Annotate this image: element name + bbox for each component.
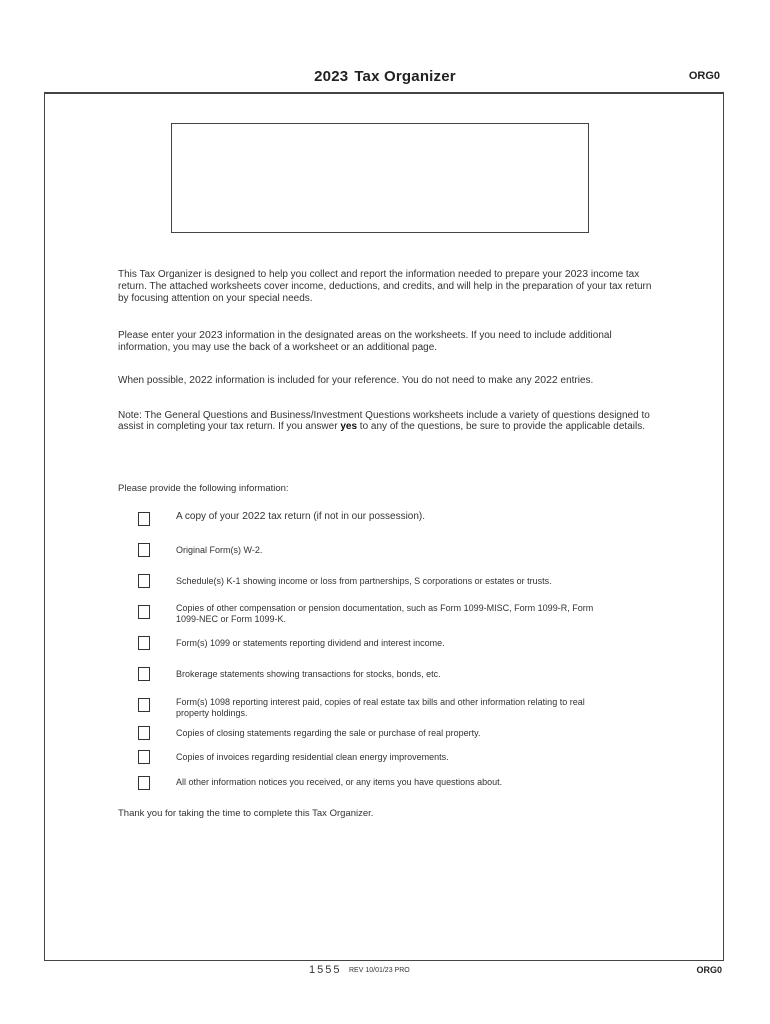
checklist-prompt: Please provide the following information: [118, 483, 289, 494]
intro-p3-year-1: 2022 [189, 374, 213, 386]
checklist-checkbox[interactable] [138, 698, 150, 712]
checklist-checkbox[interactable] [138, 750, 150, 764]
intro-paragraph-4 [118, 411, 658, 432]
checklist-checkbox[interactable] [138, 636, 150, 650]
checklist-checkbox[interactable] [138, 512, 150, 526]
intro-p3-text-c: entries. [557, 375, 594, 386]
intro-p3-text-a: When possible, [118, 375, 190, 386]
footer-page-number: 1555 [309, 964, 342, 976]
intro-p1-text-a: This Tax Organizer is designed to help you collect and report the information needed to prepare your [118, 269, 565, 280]
checklist-item: Original Form(s) W-2. [176, 545, 263, 555]
checklist-item: Schedule(s) K-1 showing income or loss from partnerships, S corporations or estates or trusts. [176, 576, 552, 586]
intro-p4-bold: yes [340, 420, 358, 432]
checklist-item: Copies of closing statements regarding the sale or purchase of real property. [176, 728, 481, 738]
footer-revision: REV 10/01/23 PRO [349, 967, 410, 974]
page-title [0, 68, 770, 85]
checklist-item: Form(s) 1099 or statements reporting dividend and interest income. [176, 638, 445, 648]
intro-p1-text-b: income tax return. The attached worksheets cover income, deductions, and credits, and will help in the preparation of your tax return by focusing attention on your special needs. [118, 269, 652, 304]
checklist-item: Form(s) 1098 reporting interest paid, copies of real estate tax bills and other information relating to real property holdings. [176, 697, 585, 718]
thank-you-note: Thank you for taking the time to complete this Tax Organizer. [118, 808, 374, 819]
intro-p2-text-b: information in the designated areas on the worksheets. If you need to include additional information, you may use the back of a worksheet or an additional page. [118, 330, 612, 353]
form-code-top: ORG0 [688, 70, 720, 82]
item1-year: 2022 [242, 510, 266, 522]
title-year: 2023 [314, 68, 349, 85]
checklist-item: Copies of other compensation or pension documentation, such as Form 1099-MISC, Form 1099-R, Form 1099-NEC or Form 1099-K. [176, 603, 594, 624]
checklist-checkbox[interactable] [138, 574, 150, 588]
checklist-checkbox[interactable] [138, 543, 150, 557]
intro-paragraph-3 [118, 374, 658, 387]
checklist-item-prior-return [176, 511, 636, 522]
checklist-item: Copies of invoices regarding residential clean energy improvements. [176, 752, 449, 762]
checklist-checkbox[interactable] [138, 776, 150, 790]
intro-p2-year: 2023 [199, 329, 223, 341]
intro-p3-year-2: 2022 [534, 374, 558, 386]
client-info-box[interactable] [171, 123, 589, 233]
intro-p4-text-b: to any of the questions, be sure to provide the applicable details. [357, 420, 645, 432]
intro-p2-text-a: Please enter your [118, 330, 200, 341]
item1-text-a: A copy of your [176, 511, 243, 522]
intro-paragraph-2 [118, 329, 658, 354]
checklist-checkbox[interactable] [138, 605, 150, 619]
intro-p3-text-b: information is included for your reference. You do not need to make any [212, 375, 535, 386]
checklist-checkbox[interactable] [138, 726, 150, 740]
checklist-item: All other information notices you received, or any items you have questions about. [176, 777, 503, 787]
checklist-item: Brokerage statements showing transactions for stocks, bonds, etc. [176, 669, 441, 679]
intro-p1-year: 2023 [564, 268, 589, 280]
title-text: Tax Organizer [354, 68, 456, 85]
form-code-bottom: ORG0 [696, 965, 722, 975]
checklist-checkbox[interactable] [138, 667, 150, 681]
item1-text-b: tax return (if not in our possession). [265, 511, 426, 522]
intro-p4-text-a: Note: The General Questions and Business/Investment Questions worksheets include a variety of questions designed to assist in completing your tax return. If you answer [118, 410, 650, 432]
intro-paragraph-1 [118, 268, 658, 305]
